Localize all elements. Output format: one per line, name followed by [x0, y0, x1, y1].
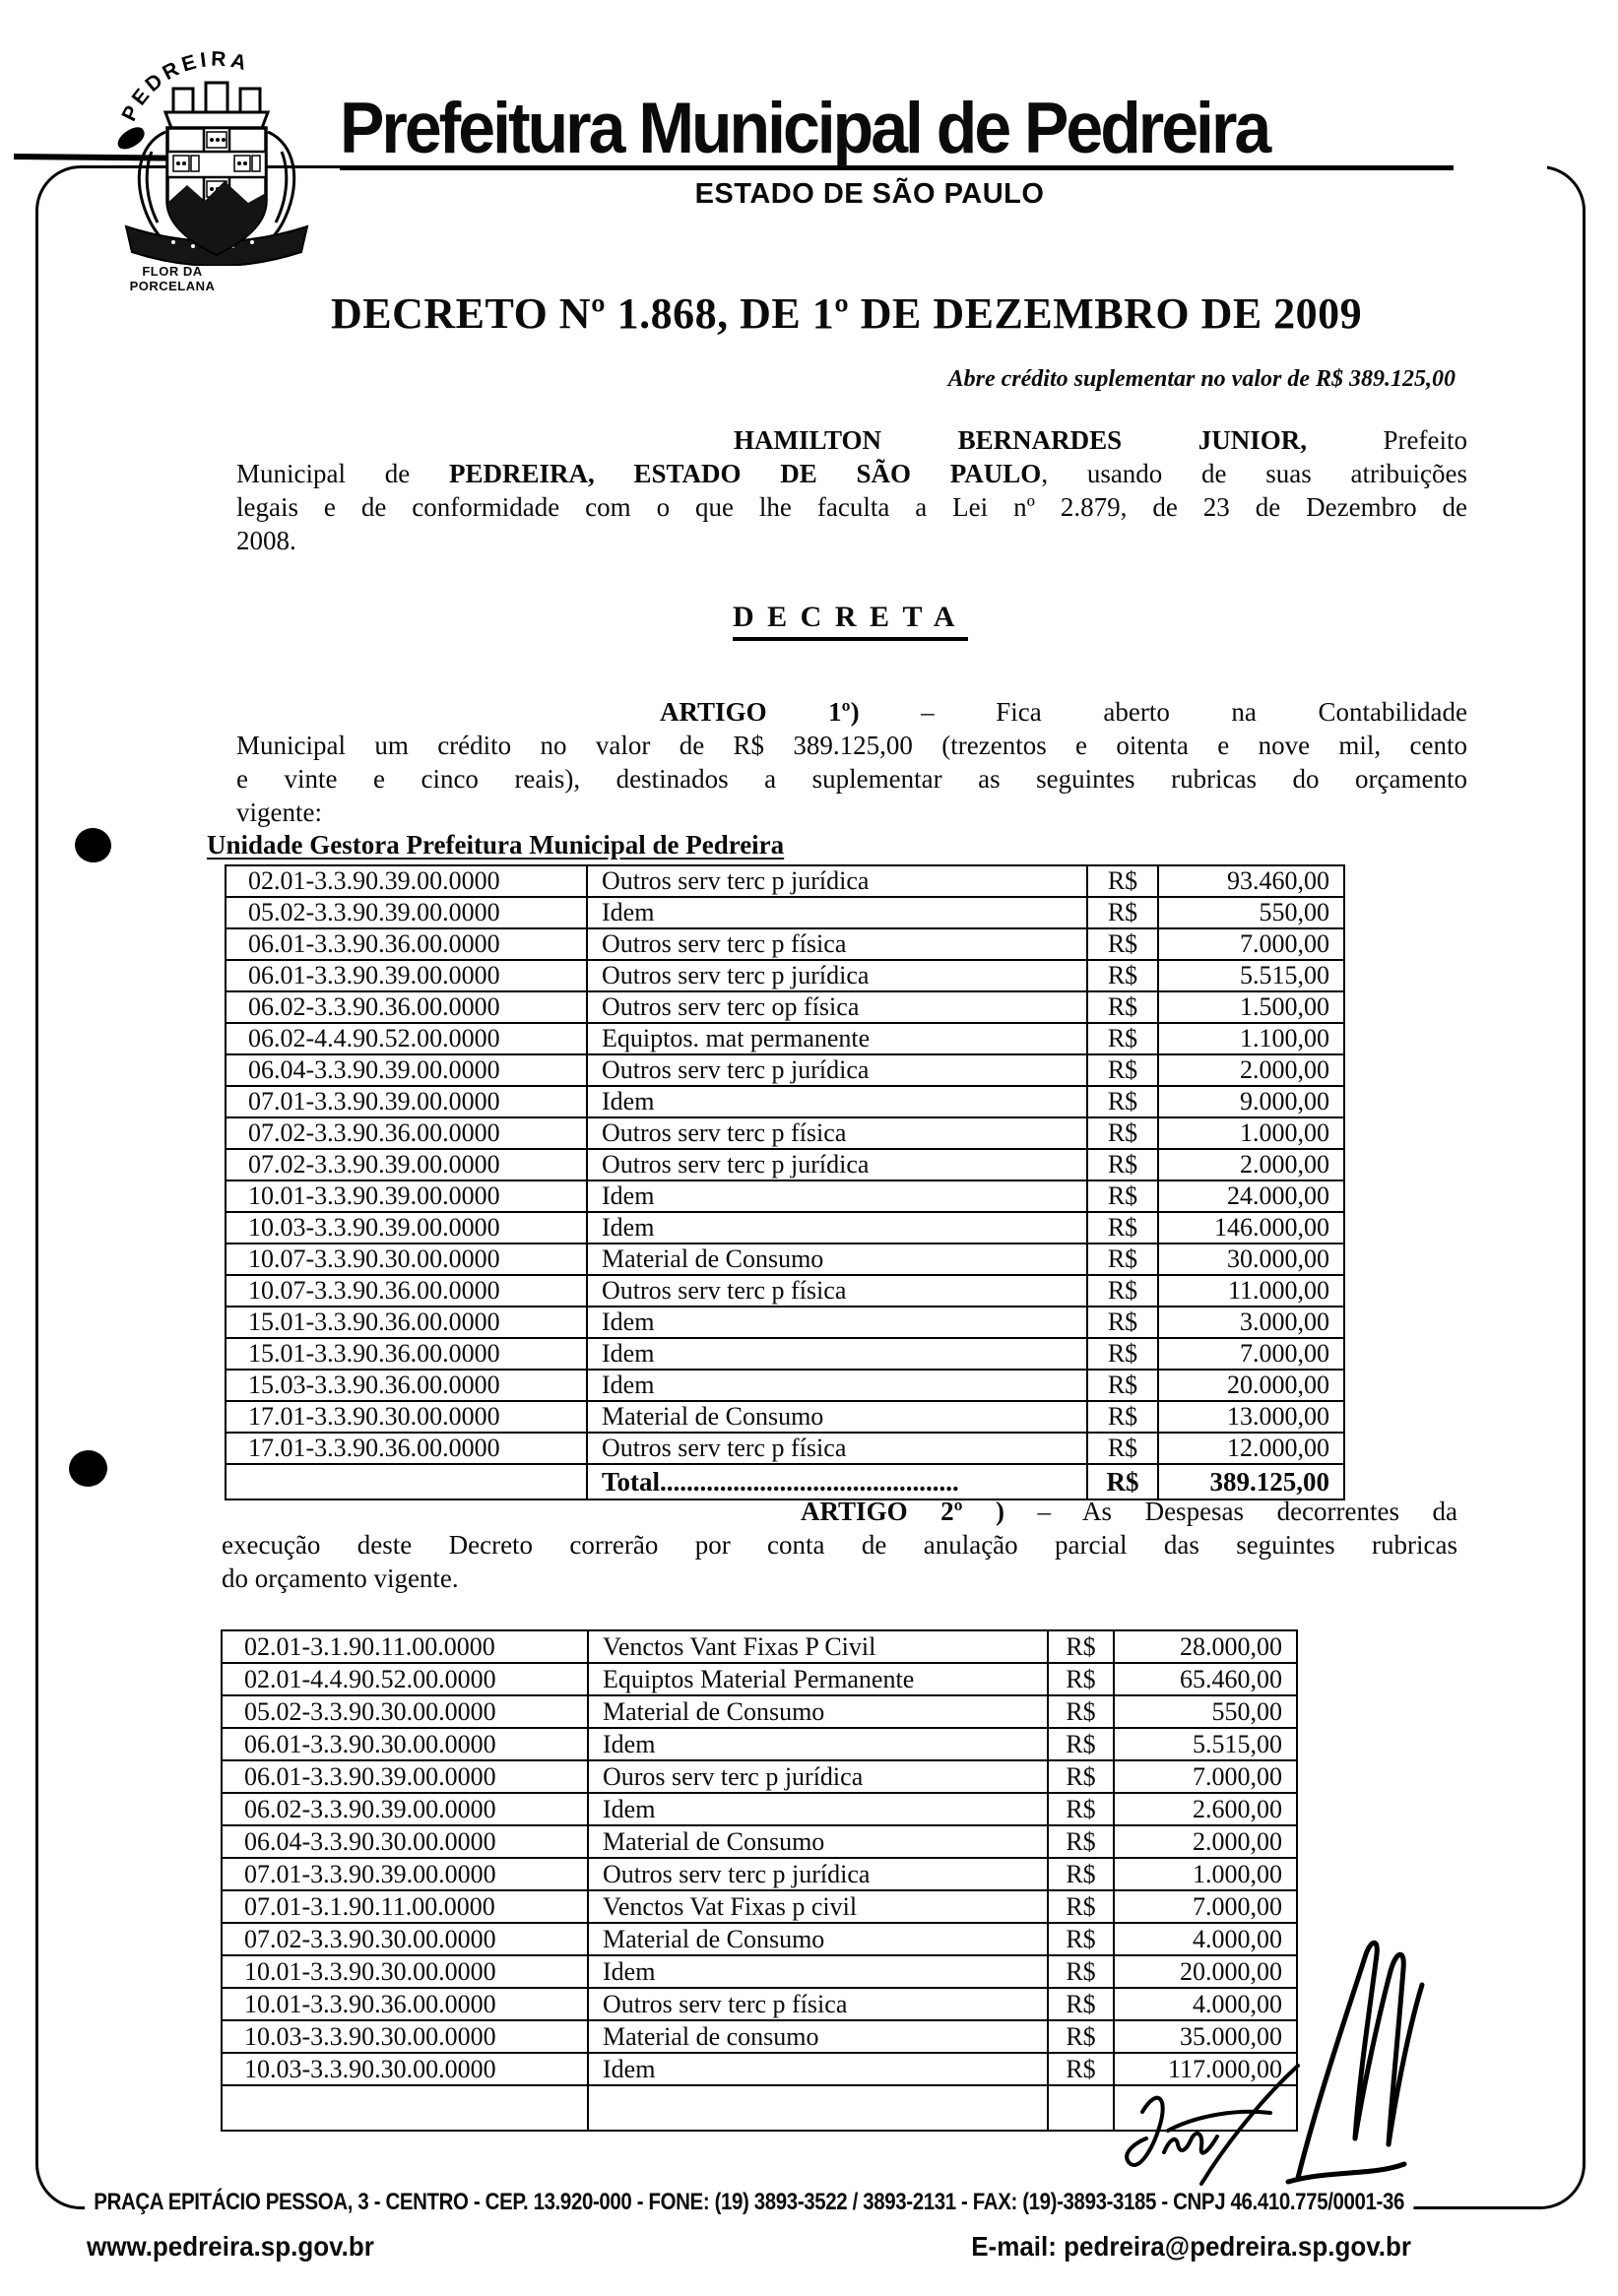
amount-cell: 5.515,00	[1114, 1728, 1297, 1760]
amount-cell: 5.515,00	[1158, 960, 1344, 991]
table-row	[222, 2020, 1297, 2053]
description-cell: Idem	[587, 1212, 1087, 1244]
total-label-cell: Total.............................................	[587, 1464, 1087, 1499]
currency-cell: R$	[1087, 1307, 1158, 1338]
currency-cell: R$	[1048, 1760, 1114, 1793]
preamble-line: 2008.	[236, 526, 296, 555]
budget-code-cell: 07.01-3.1.90.11.00.0000	[222, 1890, 588, 1923]
currency-cell: R$	[1048, 1793, 1114, 1825]
amount-cell: 1.000,00	[1158, 1117, 1344, 1149]
currency-cell: R$	[1048, 1858, 1114, 1890]
table-row	[226, 1244, 1344, 1275]
table-row	[226, 1338, 1344, 1370]
decree-title: DECRETO Nº 1.868, DE 1º DE DEZEMBRO DE 2009	[331, 289, 1363, 338]
budget-code-cell: 06.01-3.3.90.36.00.0000	[226, 928, 587, 960]
footer-website: www.pedreira.sp.gov.br	[87, 2231, 374, 2263]
currency-cell: R$	[1048, 1988, 1114, 2020]
currency-cell: R$	[1087, 1370, 1158, 1401]
description-cell: Ouros serv terc p jurídica	[588, 1760, 1048, 1793]
header	[340, 87, 1547, 211]
amount-cell: 9.000,00	[1158, 1086, 1344, 1117]
budget-code-cell: 06.01-3.3.90.39.00.0000	[222, 1760, 588, 1793]
amount-cell: 146.000,00	[1158, 1212, 1344, 1244]
description-cell: Outros serv terc p jurídica	[587, 960, 1087, 991]
budget-code-cell: 10.07-3.3.90.36.00.0000	[226, 1275, 587, 1307]
currency-cell: R$	[1087, 1054, 1158, 1086]
budget-code-cell: 10.01-3.3.90.30.00.0000	[222, 1955, 588, 1988]
article-line: do orçamento vigente.	[222, 1563, 459, 1593]
description-cell: Outros serv terc p jurídica	[587, 1149, 1087, 1180]
article-1-label: ARTIGO 1º)	[660, 697, 860, 727]
currency-cell: R$	[1087, 1433, 1158, 1464]
budget-code-cell: 10.03-3.3.90.30.00.0000	[222, 2020, 588, 2053]
table-row	[226, 1086, 1344, 1117]
budget-code-cell: 07.01-3.3.90.39.00.0000	[222, 1858, 588, 1890]
amount-cell: 4.000,00	[1114, 1923, 1297, 1955]
amount-cell: 65.460,00	[1114, 1663, 1297, 1695]
amount-cell: 7.000,00	[1114, 1760, 1297, 1793]
table1-title: Unidade Gestora Prefeitura Municipal de Pedreira	[207, 830, 785, 860]
description-cell: Idem	[587, 897, 1087, 928]
amount-cell: 1.500,00	[1158, 991, 1344, 1023]
preamble-paragraph	[236, 423, 1467, 557]
article-line: execução deste Decreto correrão por conta de anulação parcial das seguintes rubricas	[222, 1530, 1457, 1560]
budget-code-cell: 05.02-3.3.90.30.00.0000	[222, 1695, 588, 1728]
amount-cell: 2.600,00	[1114, 1793, 1297, 1825]
currency-cell: R$	[1048, 2020, 1114, 2053]
city-state-name: PEDREIRA, ESTADO DE SÃO PAULO	[448, 459, 1042, 488]
table-row	[226, 928, 1344, 960]
amount-cell: 93.460,00	[1158, 865, 1344, 897]
description-cell: Outros serv terc p física	[587, 1117, 1087, 1149]
budget-code-cell: 02.01-4.4.90.52.00.0000	[222, 1663, 588, 1695]
currency-cell: R$	[1087, 928, 1158, 960]
preamble-line: legais e de conformidade com o que lhe faculta a Lei nº 2.879, de 23 de Dezembro de	[236, 492, 1467, 522]
description-cell: Outros serv terc p física	[587, 1433, 1087, 1464]
amount-cell: 20.000,00	[1114, 1955, 1297, 1988]
description-cell: Material de Consumo	[588, 1825, 1048, 1858]
amount-cell: 28.000,00	[1114, 1630, 1297, 1663]
table-row	[226, 991, 1344, 1023]
currency-cell: R$	[1087, 1180, 1158, 1212]
amount-cell: 7.000,00	[1114, 1890, 1297, 1923]
supplement-table-body	[226, 865, 1344, 1464]
budget-code-cell: 06.04-3.3.90.39.00.0000	[226, 1054, 587, 1086]
budget-code-cell: 07.02-3.3.90.30.00.0000	[222, 1923, 588, 1955]
description-cell: Equiptos. mat permanente	[587, 1023, 1087, 1054]
table-row	[226, 1433, 1344, 1464]
budget-code-cell: 06.04-3.3.90.30.00.0000	[222, 1825, 588, 1858]
amount-cell: 20.000,00	[1158, 1370, 1344, 1401]
budget-code-cell: 07.01-3.3.90.39.00.0000	[226, 1086, 587, 1117]
budget-code-cell: 10.07-3.3.90.30.00.0000	[226, 1244, 587, 1275]
description-cell: Idem	[587, 1370, 1087, 1401]
description-cell: Venctos Vant Fixas P Civil	[588, 1630, 1048, 1663]
total-amount-cell: 389.125,00	[1158, 1464, 1344, 1499]
preamble-line: HAMILTON BERNARDES JUNIOR, Prefeito	[734, 425, 1467, 455]
budget-code-cell: 06.02-3.3.90.36.00.0000	[226, 991, 587, 1023]
article-line: ARTIGO 2º ) – As Despesas decorrentes da	[801, 1497, 1457, 1526]
amount-cell: 2.000,00	[1158, 1054, 1344, 1086]
currency-cell: R$	[1048, 1923, 1114, 1955]
amount-cell: 2.000,00	[1158, 1149, 1344, 1180]
budget-code-cell: 15.01-3.3.90.36.00.0000	[226, 1307, 587, 1338]
budget-code-cell: 15.01-3.3.90.36.00.0000	[226, 1338, 587, 1370]
table-row	[226, 1307, 1344, 1338]
footer-address-line: PRAÇA EPITÁCIO PESSOA, 3 - CENTRO - CEP. 13.920-000 - FONE: (19) 3893-3522 / 3893-2131 - FAX: (19)-3893-3185 - CNPJ 46.410.775/0001-36	[85, 2188, 1413, 2216]
budget-code-cell: 10.01-3.3.90.39.00.0000	[226, 1180, 587, 1212]
article-line: Municipal um crédito no valor de R$ 389.125,00 (trezentos e oitenta e nove mil, cento	[236, 731, 1467, 760]
table-row	[226, 1275, 1344, 1307]
currency-cell: R$	[1087, 897, 1158, 928]
annulment-table-body	[222, 1630, 1297, 2085]
decreta-heading: DECRETA	[733, 601, 968, 641]
currency-cell: R$	[1048, 1630, 1114, 1663]
description-cell: Idem	[588, 1955, 1048, 1988]
budget-code-cell: 07.02-3.3.90.36.00.0000	[226, 1117, 587, 1149]
state-subtitle: ESTADO DE SÃO PAULO	[694, 178, 1045, 210]
amount-cell: 550,00	[1114, 1695, 1297, 1728]
amount-cell: 30.000,00	[1158, 1244, 1344, 1275]
budget-code-cell: 05.02-3.3.90.39.00.0000	[226, 897, 587, 928]
description-cell: Material de Consumo	[587, 1244, 1087, 1275]
currency-cell: R$	[1048, 1728, 1114, 1760]
article-line: e vinte e cinco reais), destinados a suplementar as seguintes rubricas do orçamento	[236, 764, 1467, 794]
currency-cell: R$	[1048, 1663, 1114, 1695]
description-cell: Outros serv terc p física	[588, 1988, 1048, 2020]
article-line: ARTIGO 1º) – Fica aberto na Contabilidade	[660, 697, 1467, 727]
table-row	[222, 1793, 1297, 1825]
description-cell: Outros serv terc op física	[587, 991, 1087, 1023]
table-row	[222, 1858, 1297, 1890]
currency-cell: R$	[1087, 1117, 1158, 1149]
description-cell: Idem	[587, 1086, 1087, 1117]
currency-cell: R$	[1087, 1149, 1158, 1180]
description-cell: Material de Consumo	[587, 1401, 1087, 1433]
budget-code-cell: 06.01-3.3.90.30.00.0000	[222, 1728, 588, 1760]
annulment-table	[221, 1629, 1298, 2132]
logo-motto	[110, 264, 234, 293]
preamble-line: Municipal de PEDREIRA, ESTADO DE SÃO PAULO, usando de suas atribuições	[236, 459, 1468, 488]
description-cell: Material de Consumo	[588, 1695, 1048, 1728]
table-row	[222, 1923, 1297, 1955]
currency-cell: R$	[1087, 1244, 1158, 1275]
article-1-paragraph	[236, 695, 1467, 829]
table-row	[226, 865, 1344, 897]
description-cell: Material de Consumo	[588, 1923, 1048, 1955]
table-row	[222, 1760, 1297, 1793]
table-row	[226, 1149, 1344, 1180]
signature-flourish	[1270, 1930, 1472, 2191]
budget-code-cell: 06.02-3.3.90.39.00.0000	[222, 1793, 588, 1825]
currency-cell: R$	[1048, 1890, 1114, 1923]
table-row	[226, 1117, 1344, 1149]
table-row	[222, 1630, 1297, 1663]
budget-code-cell: 10.03-3.3.90.30.00.0000	[222, 2053, 588, 2085]
budget-code-cell: 17.01-3.3.90.36.00.0000	[226, 1433, 587, 1464]
motto-line-1: FLOR DA	[142, 264, 203, 279]
table-row	[226, 960, 1344, 991]
table-row	[226, 1023, 1344, 1054]
table-row	[226, 1370, 1344, 1401]
description-cell: Idem	[588, 1793, 1048, 1825]
currency-cell: R$	[1087, 1401, 1158, 1433]
currency-cell: R$	[1087, 1464, 1158, 1499]
amount-cell: 7.000,00	[1158, 1338, 1344, 1370]
table-row	[226, 1054, 1344, 1086]
amount-cell: 24.000,00	[1158, 1180, 1344, 1212]
table-row	[226, 1401, 1344, 1433]
description-cell: Outros serv terc p jurídica	[588, 1858, 1048, 1890]
amount-cell: 2.000,00	[1114, 1825, 1297, 1858]
currency-cell: R$	[1048, 1825, 1114, 1858]
description-cell: Venctos Vat Fixas p civil	[588, 1890, 1048, 1923]
budget-code-cell: 06.01-3.3.90.39.00.0000	[226, 960, 587, 991]
budget-code-cell: 06.02-4.4.90.52.00.0000	[226, 1023, 587, 1054]
municipality-title: Prefeitura Municipal de Pedreira	[340, 88, 1269, 169]
amount-cell: 35.000,00	[1114, 2020, 1297, 2053]
table-row	[222, 1728, 1297, 1760]
budget-code-cell: 15.03-3.3.90.36.00.0000	[226, 1370, 587, 1401]
footer-contacts	[87, 2231, 1411, 2264]
description-cell: Idem	[588, 1728, 1048, 1760]
amount-cell: 550,00	[1158, 897, 1344, 928]
svg-text:PEDREIRA: PEDREIRA	[117, 47, 253, 125]
footer-email: E-mail: pedreira@pedreira.sp.gov.br	[971, 2231, 1411, 2263]
budget-code-cell: 10.03-3.3.90.39.00.0000	[226, 1212, 587, 1244]
currency-cell: R$	[1087, 865, 1158, 897]
amount-cell: 1.000,00	[1114, 1858, 1297, 1890]
city-coat-of-arms	[104, 33, 329, 266]
amount-cell: 11.000,00	[1158, 1275, 1344, 1307]
currency-cell: R$	[1087, 991, 1158, 1023]
currency-cell: R$	[1087, 1023, 1158, 1054]
table-row	[222, 1988, 1297, 2020]
table-row	[222, 1695, 1297, 1728]
description-cell: Equiptos Material Permanente	[588, 1663, 1048, 1695]
budget-code-cell: 10.01-3.3.90.36.00.0000	[222, 1988, 588, 2020]
description-cell: Outros serv terc p jurídica	[587, 1054, 1087, 1086]
budget-code-cell: 17.01-3.3.90.30.00.0000	[226, 1401, 587, 1433]
coat-of-arms-icon	[104, 33, 329, 266]
article-2-paragraph	[222, 1495, 1457, 1595]
table-row	[226, 1180, 1344, 1212]
amount-cell: 13.000,00	[1158, 1401, 1344, 1433]
table-row	[222, 1955, 1297, 1988]
currency-cell: R$	[1087, 1086, 1158, 1117]
budget-code-cell: 02.01-3.1.90.11.00.0000	[222, 1630, 588, 1663]
table-row	[222, 1890, 1297, 1923]
currency-cell: R$	[1048, 2053, 1114, 2085]
amount-cell: 3.000,00	[1158, 1307, 1344, 1338]
budget-code-cell: 02.01-3.3.90.39.00.0000	[226, 865, 587, 897]
supplement-credits-table	[225, 864, 1345, 1500]
currency-cell: R$	[1087, 1338, 1158, 1370]
description-cell: Outros serv terc p física	[587, 928, 1087, 960]
amount-cell: 1.100,00	[1158, 1023, 1344, 1054]
description-cell: Idem	[587, 1338, 1087, 1370]
table-row	[226, 1212, 1344, 1244]
article-line: vigente:	[236, 797, 322, 827]
currency-cell: R$	[1048, 1695, 1114, 1728]
mayor-name: HAMILTON BERNARDES JUNIOR,	[734, 425, 1307, 455]
motto-line-2: PORCELANA	[129, 279, 216, 293]
description-cell: Idem	[587, 1180, 1087, 1212]
table-row	[222, 1663, 1297, 1695]
decree-summary: Abre crédito suplementar no valor de R$ 389.125,00	[947, 366, 1456, 392]
description-cell: Material de consumo	[588, 2020, 1048, 2053]
currency-cell: R$	[1087, 1275, 1158, 1307]
currency-cell: R$	[1087, 960, 1158, 991]
article-2-label: ARTIGO 2º )	[801, 1497, 1005, 1526]
table-row	[226, 897, 1344, 928]
description-cell: Idem	[588, 2053, 1048, 2085]
amount-cell: 117.000,00	[1114, 2053, 1297, 2085]
currency-cell: R$	[1048, 1955, 1114, 1988]
amount-cell: 12.000,00	[1158, 1433, 1344, 1464]
table-row	[222, 1825, 1297, 1858]
currency-cell: R$	[1087, 1212, 1158, 1244]
amount-cell: 4.000,00	[1114, 1988, 1297, 2020]
description-cell: Outros serv terc p jurídica	[587, 865, 1087, 897]
description-cell: Outros serv terc p física	[587, 1275, 1087, 1307]
budget-code-cell: 07.02-3.3.90.39.00.0000	[226, 1149, 587, 1180]
description-cell: Idem	[587, 1307, 1087, 1338]
amount-cell: 7.000,00	[1158, 928, 1344, 960]
